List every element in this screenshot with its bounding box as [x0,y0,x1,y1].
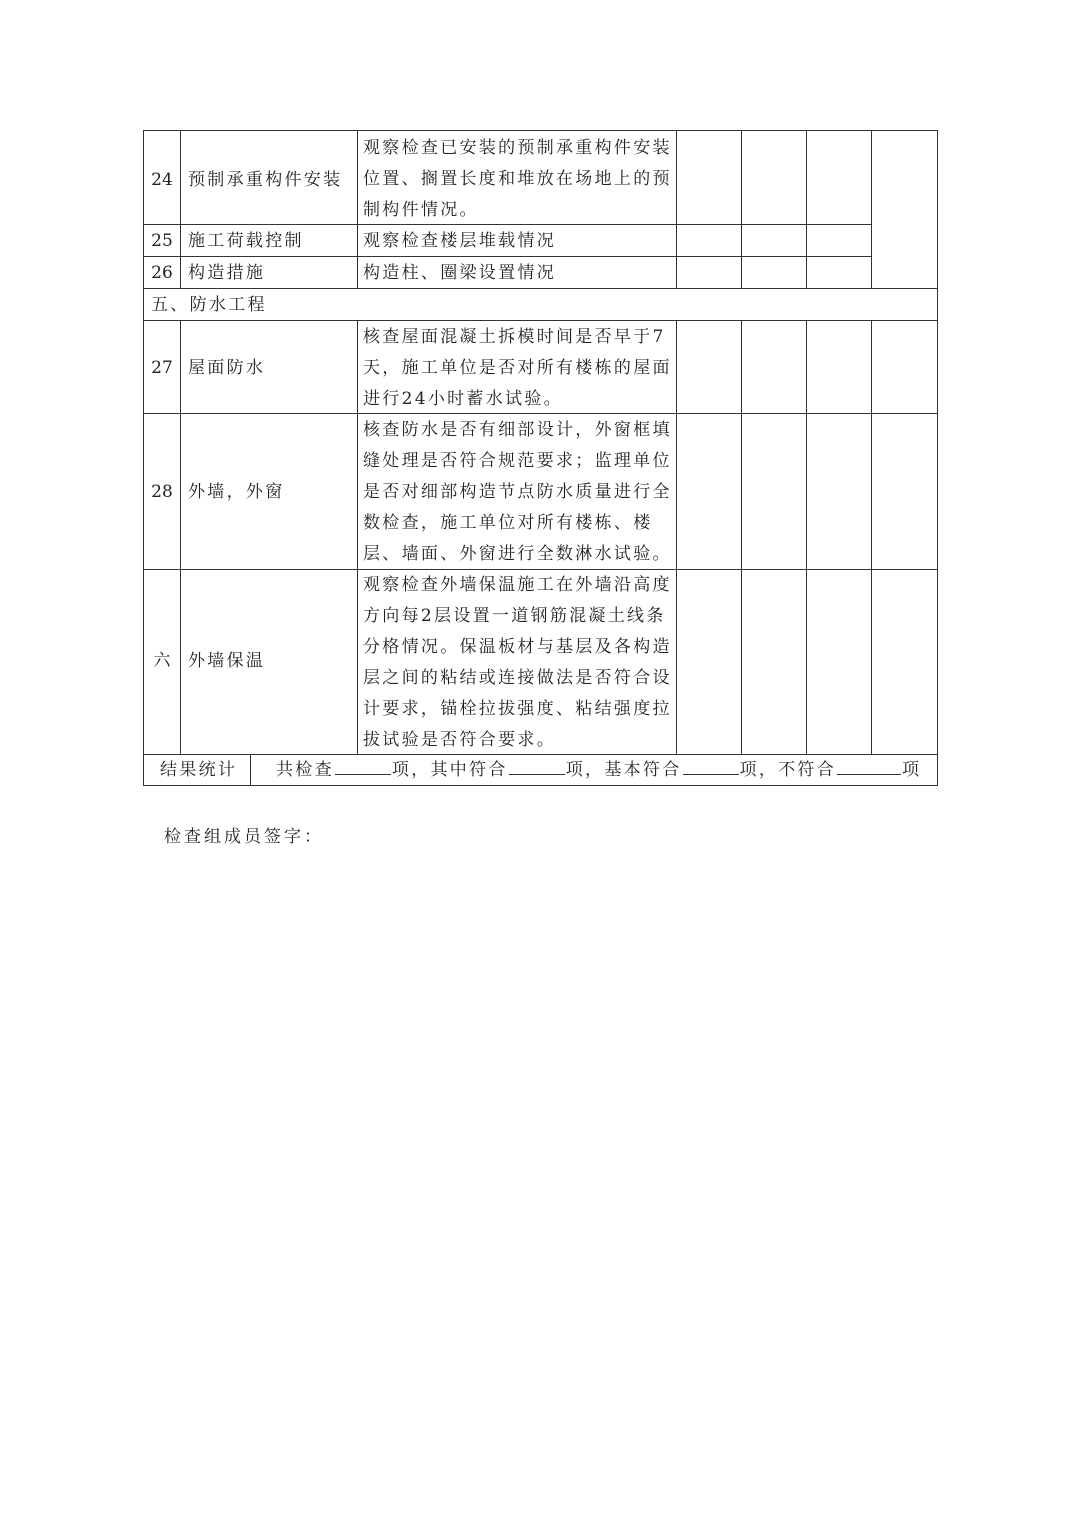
summary-label: 结果统计 [160,760,238,780]
inspection-description: 观察检查楼层堆载情况 [363,231,556,251]
inspection-description: 构造柱、圈梁设置情况 [363,263,556,283]
row-number: 六 [153,651,171,671]
row-number: 26 [151,263,173,283]
summary-part: 项，基本符合 [565,760,682,780]
row-number: 27 [151,358,173,378]
result-cell [676,130,742,225]
summary-part: 项 [902,760,922,780]
result-cell [806,224,872,257]
result-cell [676,569,742,755]
remarks-cell [871,569,938,755]
result-cell [741,413,807,570]
result-cell [806,256,872,289]
result-cell [806,130,872,225]
result-cell [676,256,742,289]
row-number: 24 [151,170,173,190]
count-blank[interactable] [335,758,391,775]
result-cell [741,569,807,755]
result-cell [676,413,742,570]
signature-label: 检查组成员签字： [164,827,324,847]
inspection-item: 外墙保温 [188,651,266,671]
summary-text [276,755,921,786]
row-number: 25 [151,231,173,251]
result-cell [741,256,807,289]
summary-part: 项，其中符合 [391,760,508,780]
inspection-item: 外墙，外窗 [188,482,285,502]
inspection-item: 屋面防水 [188,358,266,378]
remarks-cell [871,320,938,414]
row-number: 28 [151,482,173,502]
result-cell [741,224,807,257]
remarks-cell [871,130,938,289]
result-cell [741,130,807,225]
result-cell [806,320,872,414]
inspection-description: 观察检查已安装的预制承重构件安装位置、搁置长度和堆放在场地上的预制构件情况。 [363,138,672,220]
inspection-description: 观察检查外墙保温施工在外墙沿高度方向每2层设置一道钢筋混凝土线条分格情况。保温板材与基层及各构造层之间的粘结或连接做法是否符合设计要求，锚栓拉拔强度、粘结强度拉拔试验是否符合要求。 [363,575,672,750]
summary-part: 共检查 [276,760,334,780]
result-cell [676,224,742,257]
summary-part: 项，不符合 [739,760,837,780]
result-cell [741,320,807,414]
count-blank[interactable] [837,758,901,775]
inspection-description: 核查屋面混凝土拆模时间是否早于7天，施工单位是否对所有楼栋的屋面进行24小时蓄水试验。 [363,327,672,409]
result-cell [806,569,872,755]
result-cell [806,413,872,570]
inspection-item: 预制承重构件安装 [188,170,343,190]
inspection-item: 构造措施 [188,263,266,283]
remarks-cell [871,413,938,570]
inspection-item: 施工荷载控制 [188,231,304,251]
section-header: 五、防水工程 [151,295,267,315]
count-blank[interactable] [509,758,565,775]
count-blank[interactable] [683,758,739,775]
result-cell [676,320,742,414]
inspection-description: 核查防水是否有细部设计，外窗框填缝处理是否符合规范要求；监理单位是否对细部构造节点防水质量进行全数检查，施工单位对所有楼栋、楼层、墙面、外窗进行全数淋水试验。 [363,420,672,564]
